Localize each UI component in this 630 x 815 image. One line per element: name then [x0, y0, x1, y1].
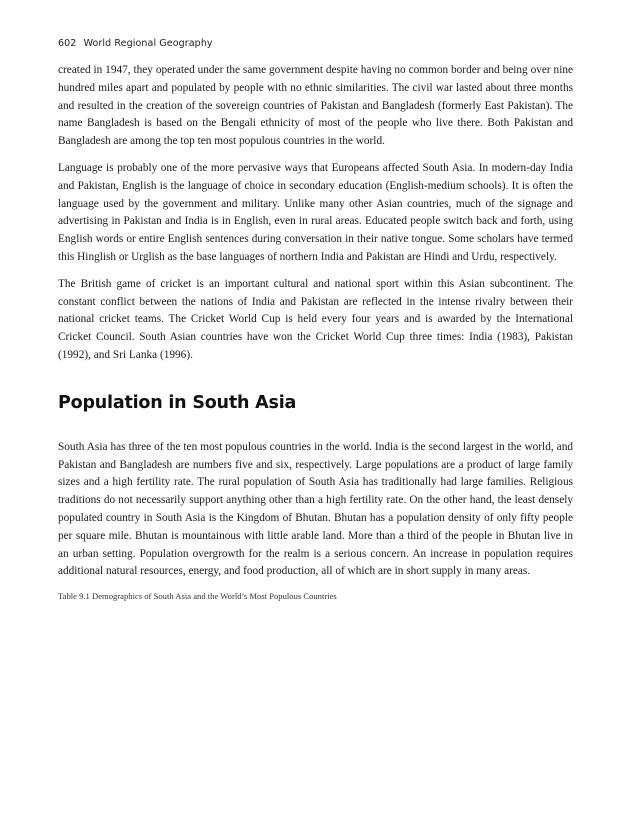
- running-header: [58, 38, 213, 49]
- table-caption: Table 9.1 Demographics of South Asia and the World’s Most Populous Countries: [58, 591, 337, 602]
- page-number: 602: [58, 38, 77, 49]
- section-heading: Population in South Asia: [58, 392, 297, 413]
- paragraph-partition-history: created in 1947, they operated under the same government despite having no common border and being over nine hundred miles apart and populated by people with no ethnic similarities. The civil war lasted about three months and resulted in the creation of the sovereign countries of Pakistan and Bangladesh (formerly East Pakistan). The name Bangladesh is based on the Bengali ethnicity of most of the people who live there. Both Pakistan and Bangladesh are among the top ten most populous countries in the world.: [58, 64, 573, 148]
- paragraph-language: Language is probably one of the more pervasive ways that Europeans affected South Asia. In modern-day India and Pakistan, English is the language of choice in secondary education (English-medium schools). It is often the language used by the government and military. Unlike many other Asian countries, much of the signage and advertising in Pakistan and India is in English, even in rural areas. Educated people switch back and forth, using English words or entire English sentences during conversation in their native tongue. Some scholars have termed this Hinglish or Urglish as the base languages of northern India and Pakistan are Hindi and Urdu, respectively.: [58, 161, 573, 263]
- paragraph-population: South Asia has three of the ten most populous countries in the world. India is the second largest in the world, and Pakistan and Bangladesh are numbers five and six, respectively. Large populations are a product of large family sizes and a high fertility rate. The rural population of South Asia has traditionally had large families. Religious traditions do not necessarily support anything other than a high fertility rate. On the other hand, the least densely populated country in South Asia is the Kingdom of Bhutan. Bhutan has a population density of only fifty people per square mile. Bhutan is mountainous with little arable land. More than a third of the people in Bhutan live in an urban setting. Population overgrowth for the realm is a serious concern. An increase in population requires additional natural resources, energy, and food production, all of which are in short supply in many areas.: [58, 440, 573, 578]
- page-content: [58, 62, 573, 601]
- paragraph-cricket: The British game of cricket is an important cultural and national sport within this Asian subcontinent. The constant conflict between the nations of India and Pakistan are reflected in the intense rivalry between their national cricket teams. The Cricket World Cup is held every four years and is awarded by the International Cricket Council. South Asian countries have won the Cricket World Cup three times: India (1983), Pakistan (1992), and Sri Lanka (1996).: [58, 277, 573, 361]
- book-title: World Regional Geography: [83, 38, 213, 49]
